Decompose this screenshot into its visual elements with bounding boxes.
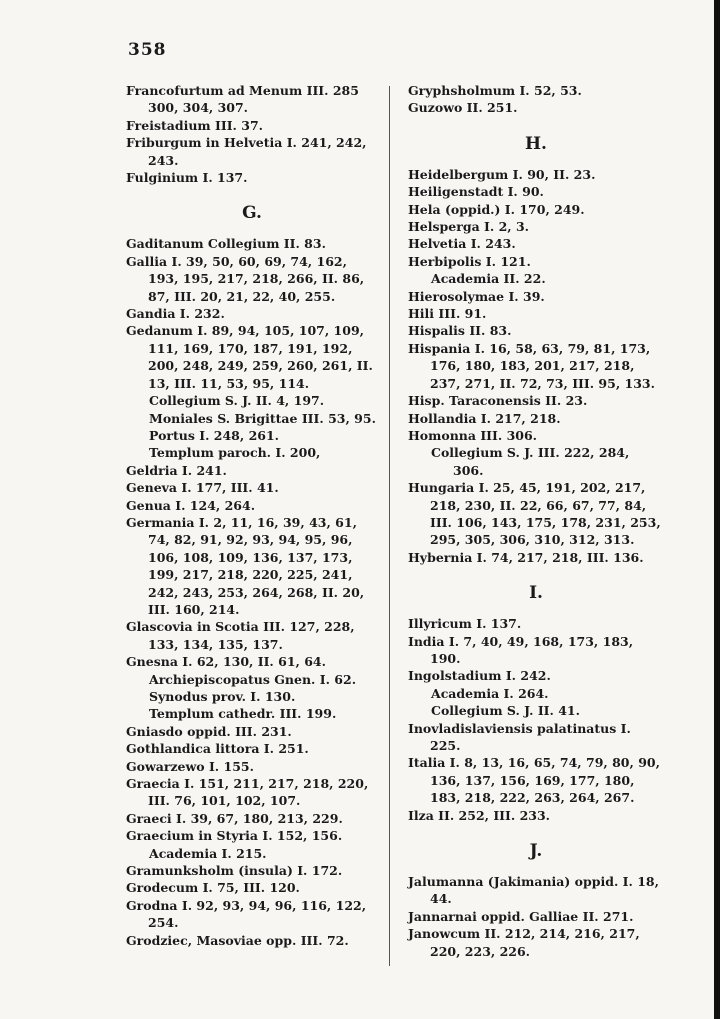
index-entry: Hela (oppid.) I. 170, 249.: [408, 201, 585, 217]
index-entry: Herbipolis I. 121.: [408, 253, 531, 269]
page-number: 358: [128, 40, 167, 60]
index-entry: Ingolstadium I. 242.: [408, 668, 551, 684]
index-subentry: Academia II. 22.: [431, 271, 546, 287]
index-entry: Gandia I. 232.: [126, 306, 225, 322]
index-entry: Hili III. 91.: [408, 306, 487, 322]
index-subentry: Templum cathedr. III. 199.: [149, 706, 337, 722]
index-entry: Graecia I. 151, 211, 217, 218, 220, III. 76, 101, 102, 107.: [126, 776, 369, 809]
index-subentry: Academia I. 264.: [431, 685, 549, 701]
index-entry: Inovladislaviensis palatinatus I. 225.: [408, 720, 631, 753]
index-entry: Graeci I. 39, 67, 180, 213, 229.: [126, 810, 343, 826]
index-entry: Genua I. 124, 264.: [126, 497, 256, 513]
index-subentry: Portus I. 248, 261.: [149, 427, 280, 443]
index-entry: Germania I. 2, 11, 16, 39, 43, 61, 74, 82, 91, 92, 93, 94, 95, 96, 106, 108, 109, 136, 137, 173, 199, 217, 218, 220, 225, 241, 242, 243, 253, 264, 268, II. 20, III. 160, 214.: [126, 514, 365, 617]
index-entry: Janowcum II. 212, 214, 216, 217, 220, 223, 226.: [408, 926, 640, 959]
index-entry: Hollandia I. 217, 218.: [408, 410, 561, 426]
index-entry: Grodna I. 92, 93, 94, 96, 116, 122, 254.: [126, 897, 367, 931]
index-subentry: Collegium S. J. II. 4, 197.: [149, 393, 325, 409]
index-entry: Gothlandica littora I. 251.: [126, 741, 309, 757]
index-entry: Gramunksholm (insula) I. 172.: [126, 863, 343, 879]
index-entry: India I. 7, 40, 49, 168, 173, 183, 190.: [408, 633, 634, 666]
index-subentry: Templum paroch. I. 200,: [149, 445, 321, 461]
index-column-left: [126, 82, 378, 949]
index-entry: Hispania I. 16, 58, 63, 79, 81, 173, 176, 180, 183, 201, 217, 218, 237, 271, II. 72, 73, III. 95, 133.: [408, 340, 655, 391]
index-entry: Helsperga I. 2, 3.: [408, 219, 530, 235]
index-subentry: Collegium S. J. III. 222, 284, 306.: [431, 445, 630, 478]
index-entry: Geldria I. 241.: [126, 462, 227, 478]
column-divider: [389, 86, 390, 966]
index-entry: Gryphsholmum I. 52, 53.: [408, 83, 582, 98]
index-entry: Italia I. 8, 13, 16, 65, 74, 79, 80, 90, 136, 137, 156, 169, 177, 180, 183, 218, 222, 263, 264, 267.: [408, 755, 660, 806]
index-entry: Ilza II. 252, III. 233.: [408, 807, 551, 823]
index-entry: Hybernia I. 74, 217, 218, III. 136.: [408, 549, 644, 565]
section-letter: H.: [525, 133, 547, 154]
index-entry: Gaditanum Collegium II. 83.: [126, 236, 326, 252]
index-subentry: Synodus prov. I. 130.: [149, 689, 296, 704]
index-entry: Freistadium III. 37.: [126, 117, 263, 133]
index-entry: Hierosolymae I. 39.: [408, 288, 545, 304]
index-entry: Hispalis II. 83.: [408, 323, 512, 339]
index-entry: Hisp. Taraconensis II. 23.: [408, 393, 588, 409]
index-entry: Homonna III. 306.: [408, 427, 538, 443]
index-entry: Heidelbergum I. 90, II. 23.: [408, 166, 596, 182]
index-entry: Gowarzewo I. 155.: [126, 758, 254, 774]
index-column-right: [408, 82, 664, 960]
index-subentry: Collegium S. J. II. 41.: [431, 703, 580, 719]
index-entry: Grodziec, Masoviae opp. III. 72.: [126, 932, 349, 948]
index-entry: Gedanum I. 89, 94, 105, 107, 109, 111, 169, 170, 187, 191, 192, 200, 248, 249, 259, 260, 261, II. 13, III. 11, 53, 95, 114.: [126, 323, 373, 391]
index-entry: Geneva I. 177, III. 41.: [126, 480, 279, 496]
scan-edge: [714, 0, 720, 1019]
index-subentry: Moniales S. Brigittae III. 53, 95.: [149, 410, 376, 426]
index-entry: Gnesna I. 62, 130, II. 61, 64.: [126, 654, 326, 670]
index-entry: Gallia I. 39, 50, 60, 69, 74, 162, 193, 195, 217, 218, 266, II. 86, 87, III. 20, 21, 22, 40, 255.: [126, 253, 365, 304]
index-entry: Hungaria I. 25, 45, 191, 202, 217, 218, 230, II. 22, 66, 67, 77, 84, III. 106, 143, 175, 178, 231, 253, 295, 305, 306, 310, 312, 313.: [408, 480, 661, 548]
index-entry: Jannarnai oppid. Galliae II. 271.: [408, 908, 634, 924]
index-subentry: Archiepiscopatus Gnen. I. 62.: [149, 671, 357, 687]
section-letter: I.: [529, 583, 543, 604]
index-entry: Friburgum in Helvetia I. 241, 242, 243.: [126, 135, 367, 168]
index-entry: Glascovia in Scotia III. 127, 228, 133, 134, 135, 137.: [126, 619, 355, 652]
index-entry: Illyricum I. 137.: [408, 616, 522, 632]
index-entry: Francofurtum ad Menum III. 285 300, 304, 307.: [126, 83, 359, 116]
index-subentry: Academia I. 215.: [149, 845, 267, 861]
index-entry: Graecium in Styria I. 152, 156.: [126, 828, 343, 844]
index-entry: Grodecum I. 75, III. 120.: [126, 880, 300, 896]
section-letter: J.: [529, 841, 543, 862]
index-entry: Guzowo II. 251.: [408, 100, 518, 116]
index-entry: Gniasdo oppid. III. 231.: [126, 723, 292, 739]
index-entry: Jalumanna (Jakimania) oppid. I. 18, 44.: [408, 874, 659, 907]
index-entry: Helvetia I. 243.: [408, 236, 516, 252]
section-letter: G.: [242, 203, 262, 224]
index-entry: Fulginium I. 137.: [126, 170, 248, 186]
index-entry: Heiligenstadt I. 90.: [408, 184, 544, 200]
